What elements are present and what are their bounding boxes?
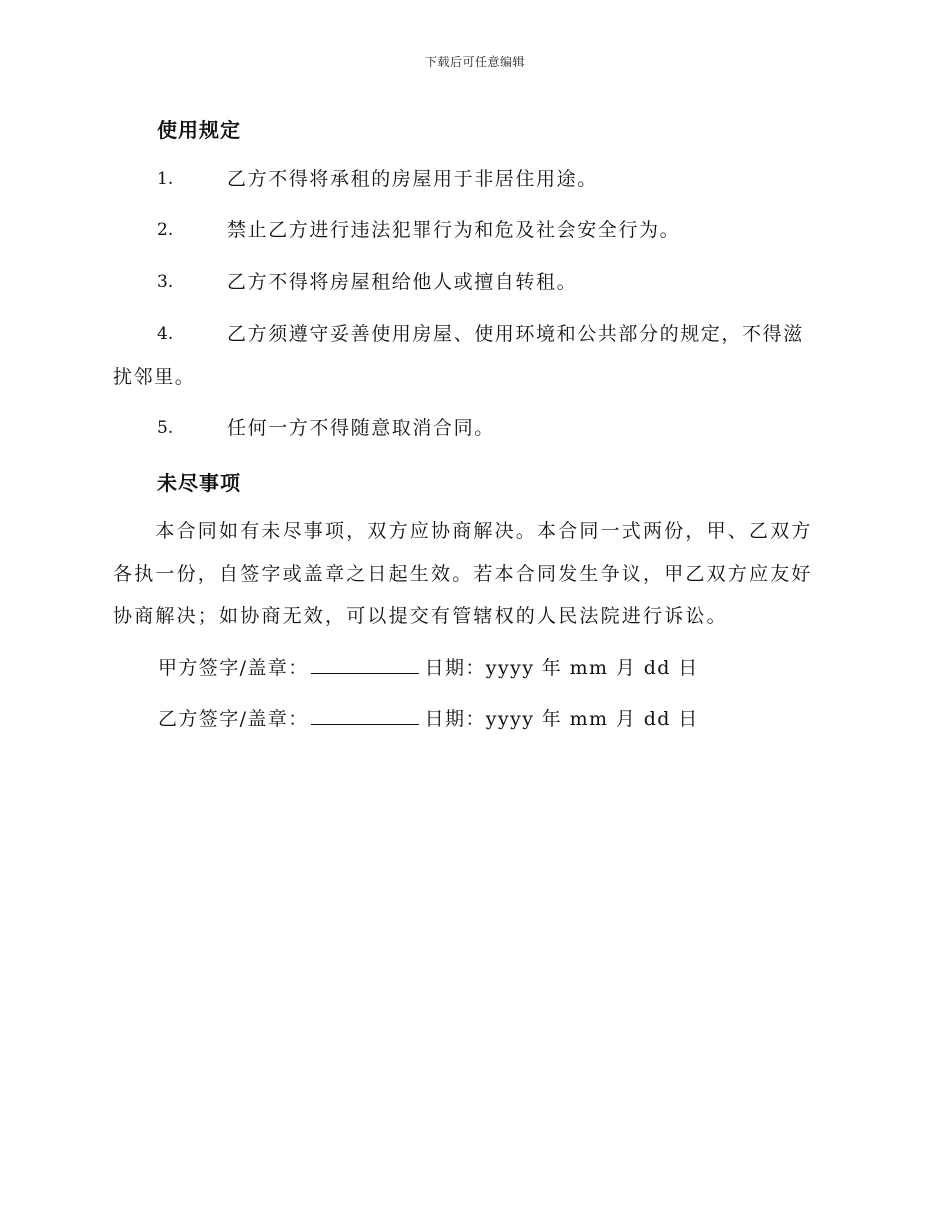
- date-label: 日期：yyyy 年 mm 月 dd 日: [424, 708, 699, 730]
- signature-line-party-b: [158, 698, 699, 740]
- signature-line-party-a: [158, 647, 699, 689]
- section-title-usage: 使用规定: [157, 118, 241, 142]
- list-number: 2.: [157, 220, 174, 240]
- list-text: 乙方不得将房屋租给他人或擅自转租。: [227, 271, 578, 293]
- list-text: 任何一方不得随意取消合同。: [227, 417, 495, 439]
- party-b-label: 乙方签字/盖章：: [158, 708, 309, 730]
- list-number: 5.: [157, 418, 174, 438]
- section-title-misc: 未尽事项: [157, 471, 241, 495]
- header-note: 下载后可任意编辑: [424, 55, 525, 69]
- list-number: 1.: [157, 169, 174, 189]
- list-text: 禁止乙方进行违法犯罪行为和危及社会安全行为。: [227, 219, 681, 241]
- list-item: [157, 313, 847, 355]
- list-text: 乙方不得将承租的房屋用于非居住用途。: [227, 168, 598, 190]
- list-number: 3.: [157, 272, 174, 292]
- paragraph-line: 本合同如有未尽事项，双方应协商解决。本合同一式两份，甲、乙双方: [113, 520, 813, 542]
- signature-blank: [311, 653, 419, 674]
- list-text: 乙方须遵守妥善使用房屋、使用环境和公共部分的规定，不得滋: [227, 323, 804, 345]
- list-text-continuation: 扰邻里。: [113, 366, 196, 388]
- list-item: [157, 209, 837, 251]
- signature-blank: [311, 704, 419, 725]
- list-item: [157, 158, 837, 200]
- paragraph-line: 协商解决；如协商无效，可以提交有管辖权的人民法院进行诉讼。: [113, 605, 728, 627]
- list-number: 4.: [157, 324, 174, 344]
- list-item: [157, 261, 837, 303]
- paragraph-line: 各执一份，自签字或盖章之日起生效。若本合同发生争议，甲乙双方应友好: [113, 563, 813, 585]
- date-label: 日期：yyyy 年 mm 月 dd 日: [424, 657, 699, 679]
- party-a-label: 甲方签字/盖章：: [158, 657, 309, 679]
- list-item: [157, 407, 837, 449]
